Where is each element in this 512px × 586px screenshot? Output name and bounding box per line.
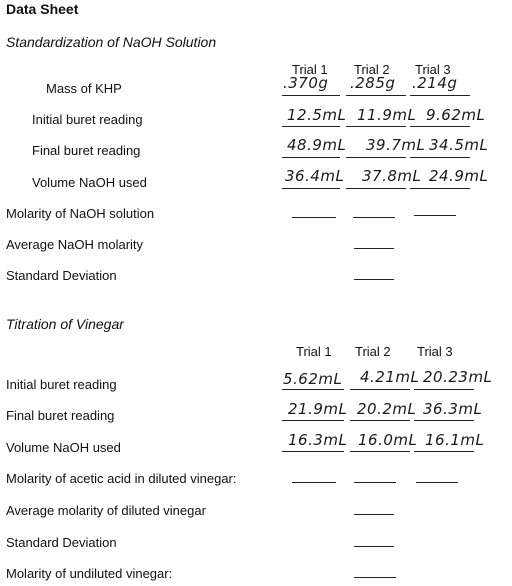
std-final-underline-2 [346,157,406,158]
std-row-label-standard-deviation: Standard Deviation [6,268,117,283]
tit-final-trial-3: 36.3mL [423,400,483,418]
tit-row-label-molarity-undiluted: Molarity of undiluted vinegar: [6,566,173,581]
tit-final-trial-1: 21.9mL [288,400,348,418]
std-row-label-molarity-naoh: Molarity of NaOH solution [6,206,155,221]
tit-row-label-initial-buret: Initial buret reading [6,377,117,392]
tit-undiluted-blank [354,577,396,578]
tit-initial-trial-3: 20.23mL [423,368,493,386]
tit-volume-trial-2: 16.0mL [358,431,418,449]
tit-average-blank [354,514,394,515]
tit-final-underline-2 [350,420,410,421]
tit-col-trial-2: Trial 2 [355,344,391,359]
std-volume-trial-3: 24.9mL [429,167,489,185]
std-col-trial-1: Trial 1 [292,62,328,77]
tit-volume-underline-3 [414,451,474,452]
std-mass-underline-1 [282,95,340,96]
tit-volume-underline-1 [282,451,344,452]
std-initial-trial-1: 12.5mL [287,106,347,124]
tit-initial-trial-2: 4.21mL [360,368,420,386]
tit-col-trial-3: Trial 3 [417,344,453,359]
std-average-blank [354,248,394,249]
std-initial-trial-2: 11.9mL [357,106,417,124]
tit-initial-underline-1 [282,389,344,390]
std-mass-underline-2 [346,95,406,96]
std-row-label-volume-naoh: Volume NaOH used [32,175,147,190]
std-final-trial-2: 39.7mL [366,136,426,154]
tit-row-label-volume-naoh: Volume NaOH used [6,440,121,455]
tit-molarity-blank-1 [292,482,336,483]
std-final-trial-1: 48.9mL [287,136,347,154]
tit-molarity-blank-2 [354,482,396,483]
section-heading-titration: Titration of Vinegar [6,316,124,332]
std-initial-underline-2 [346,126,406,127]
std-col-trial-2: Trial 2 [354,62,390,77]
std-col-trial-3: Trial 3 [415,62,451,77]
std-volume-underline-3 [410,188,470,189]
tit-row-label-average-molarity: Average molarity of diluted vinegar [6,503,206,518]
std-final-underline-3 [410,157,470,158]
std-volume-underline-1 [282,188,340,189]
std-volume-underline-2 [346,188,406,189]
std-initial-underline-1 [282,126,340,127]
std-stddev-blank [354,279,394,280]
tit-volume-trial-3: 16.1mL [425,431,485,449]
std-row-label-final-buret: Final buret reading [32,143,141,158]
std-mass-trial-3: .214g [412,74,458,92]
tit-final-trial-2: 20.2mL [357,400,417,418]
page-title: Data Sheet [6,1,79,17]
tit-final-underline-3 [414,420,474,421]
std-molarity-blank-2 [353,217,395,218]
std-mass-trial-2: .285g [350,74,396,92]
std-final-underline-1 [282,157,340,158]
std-initial-underline-3 [410,126,470,127]
tit-row-label-molarity-acetic-acid: Molarity of acetic acid in diluted vinegar: [6,471,237,486]
std-initial-trial-3: 9.62mL [426,106,486,124]
tit-row-label-standard-deviation: Standard Deviation [6,535,117,550]
tit-molarity-blank-3 [416,482,458,483]
std-molarity-blank-1 [292,217,336,218]
std-mass-underline-3 [410,95,470,96]
tit-stddev-blank [354,546,394,547]
tit-final-underline-1 [282,420,344,421]
tit-initial-trial-1: 5.62mL [283,370,343,388]
std-final-trial-3: 34.5mL [429,136,489,154]
tit-row-label-final-buret: Final buret reading [6,408,115,423]
std-molarity-blank-3 [414,215,456,216]
section-heading-standardization: Standardization of NaOH Solution [6,34,217,50]
std-row-label-initial-buret: Initial buret reading [32,112,143,127]
tit-volume-underline-2 [350,451,410,452]
std-volume-trial-1: 36.4mL [285,167,345,185]
tit-col-trial-1: Trial 1 [296,344,332,359]
tit-volume-trial-1: 16.3mL [288,431,348,449]
tit-initial-underline-2 [350,389,410,390]
std-mass-trial-1: .370g [283,74,329,92]
std-volume-trial-2: 37.8mL [362,167,422,185]
std-row-label-mass-khp: Mass of KHP [46,81,122,96]
tit-initial-underline-3 [414,389,474,390]
std-row-label-average-molarity: Average NaOH molarity [6,237,144,252]
